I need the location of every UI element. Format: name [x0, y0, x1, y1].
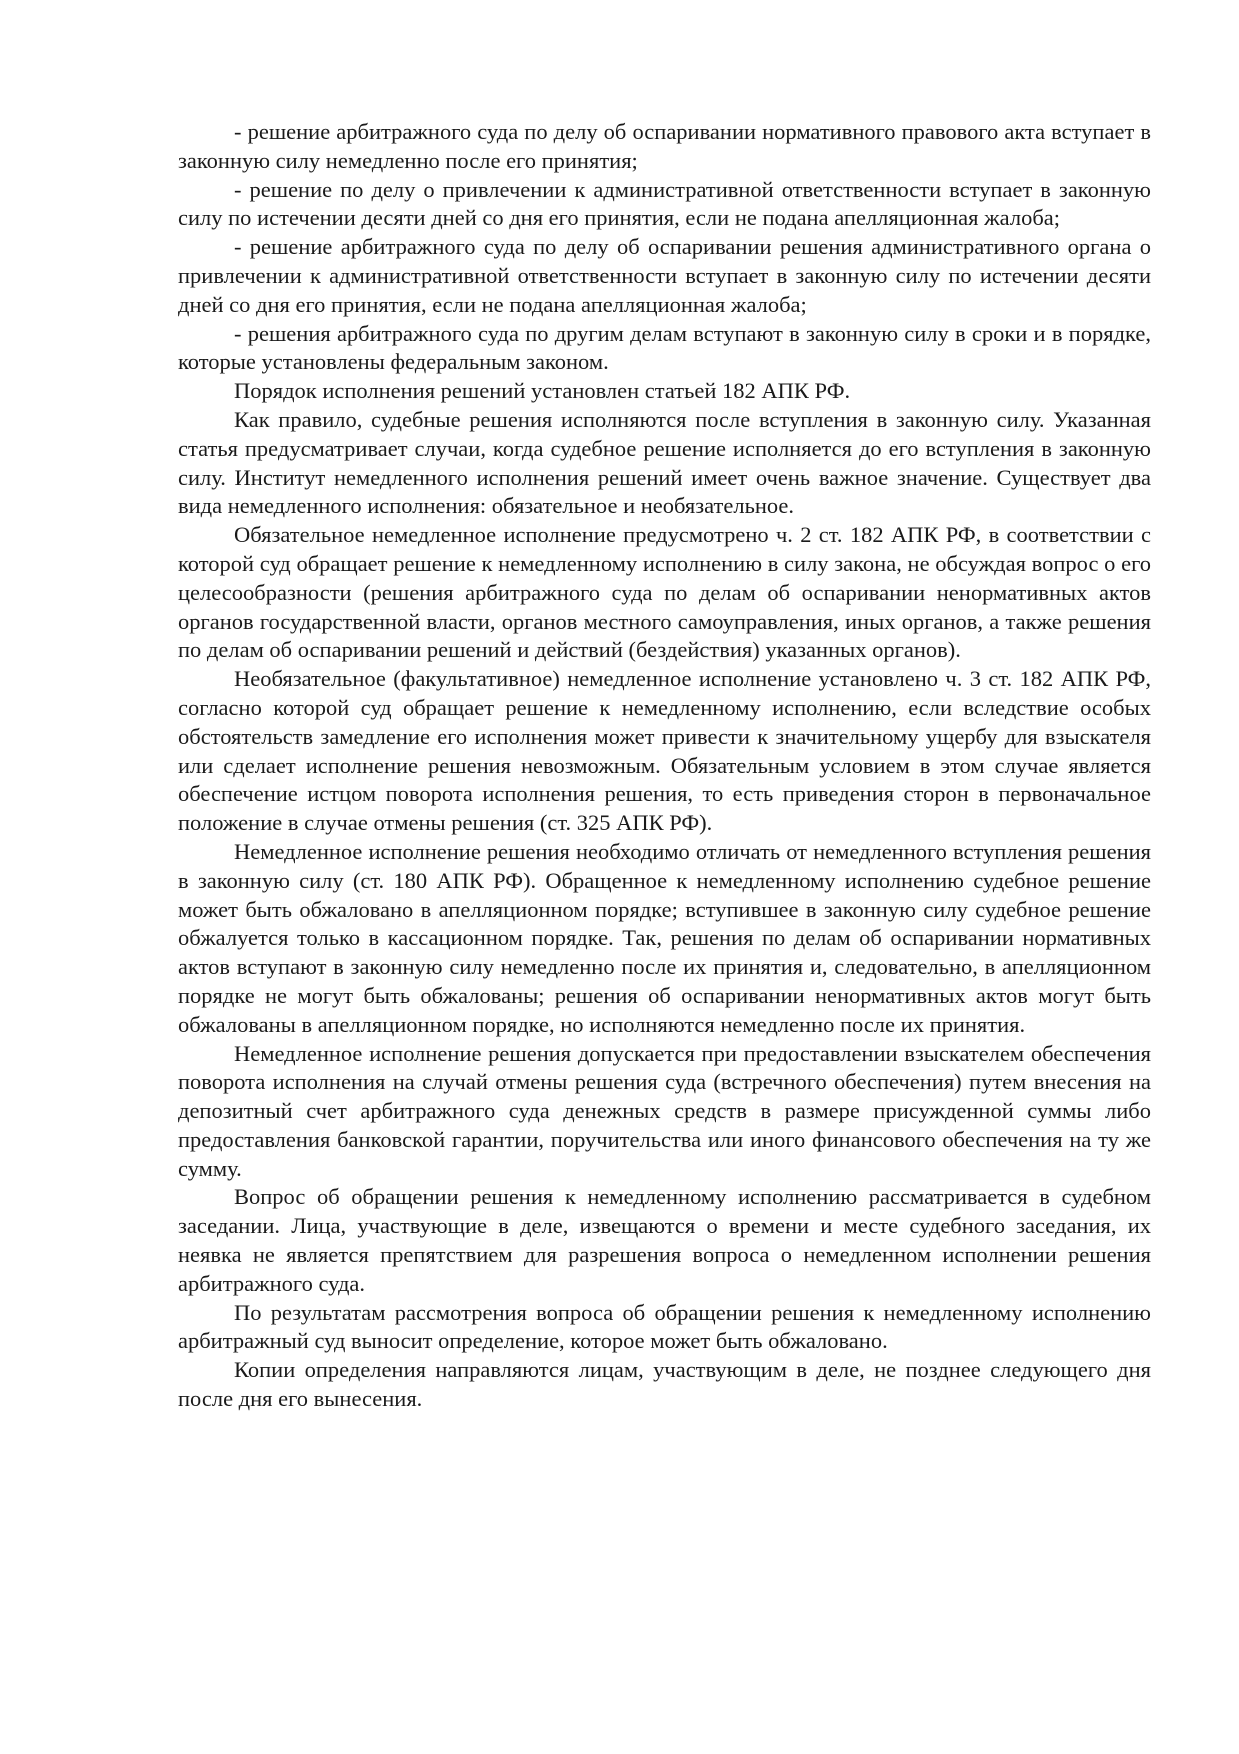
paragraph-list-item-administrative-liability: - решение по делу о привлечении к административной ответственности вступает в законную силу по истечении десяти дней со дня его принятия, если не подана апелляционная жалоба;: [178, 176, 1151, 231]
paragraph-execution-procedure: Порядок исполнения решений установлен статьей 182 АПК РФ.: [234, 378, 851, 404]
paragraph-immediate-execution-intro: Как правило, судебные решения исполняются после вступления в законную силу. Указанная статья предусматривает случаи, когда судебное решение исполняется до его вступления в законную силу. Институт немедленного исполнения решений имеет очень важное значение. Существует два вида немедленного исполнения: обязательное и необязательное.: [178, 406, 1151, 519]
paragraph-court-ruling: По результатам рассмотрения вопроса об обращении решения к немедленному исполнению арбитражный суд выносит определение, которое может быть обжаловано.: [178, 1299, 1151, 1354]
paragraph-list-item-other-cases: - решения арбитражного суда по другим делам вступают в законную силу в сроки и в порядке, которые установлены федеральным законом.: [178, 320, 1151, 375]
paragraph-list-item-normative-act: - решение арбитражного суда по делу об оспаривании нормативного правового акта вступает в законную силу немедленно после его принятия;: [178, 119, 1151, 173]
paragraph-ruling-copies: Копии определения направляются лицам, участвующим в деле, не позднее следующего дня после дня его вынесения.: [178, 1357, 1151, 1412]
paragraph-list-item-administrative-body-decision: - решение арбитражного суда по делу об оспаривании решения административного органа о привлечении к административной ответственности вступает в законную силу по истечении десяти дней со дня его принятия, если не подана апелляционная жалоба;: [178, 234, 1151, 317]
paragraph-execution-vs-entry-into-force: Немедленное исполнение решения необходимо отличать от немедленного вступления решения в законную силу (ст. 180 АПК РФ). Обращенное к немедленному исполнению судебное решение может быть обжаловано в апелляционном порядке; вступившее в законную силу судебное решение обжалуется только в кассационном порядке. Так, решения по делам об оспаривании нормативных актов вступают в законную силу немедленно после их принятия и, следовательно, в апелляционном порядке не могут быть обжалованы; решения об оспаривании ненормативных актов могут быть обжалованы в апелляционном порядке, но исполняются немедленно после их принятия.: [178, 838, 1151, 1037]
document-body: [178, 118, 1151, 1414]
paragraph-optional-immediate-execution: Необязательное (факультативное) немедленное исполнение установлено ч. 3 ст. 182 АПК РФ, согласно которой суд обращает решение к немедленному исполнению, если вследствие особых обстоятельств замедление его исполнения может привести к значительному ущербу для взыскателя или сделает исполнение решения невозможным. Обязательным условием в этом случае является обеспечение истцом поворота исполнения решения, то есть приведения сторон в первоначальное положение в случае отмены решения (ст. 325 АПК РФ).: [178, 666, 1151, 836]
paragraph-mandatory-immediate-execution: Обязательное немедленное исполнение предусмотрено ч. 2 ст. 182 АПК РФ, в соответствии с которой суд обращает решение к немедленному исполнению в силу закона, не обсуждая вопрос о его целесообразности (решения арбитражного суда по делам об оспаривании ненормативных актов органов государственной власти, органов местного самоуправления, иных органов, а также решения по делам об оспаривании решений и действий (бездействия) указанных органов).: [178, 522, 1151, 663]
paragraph-counter-security: Немедленное исполнение решения допускается при предоставлении взыскателем обеспечения поворота исполнения на случай отмены решения суда (встречного обеспечения) путем внесения на депозитный счет арбитражного суда денежных средств в размере присужденной суммы либо предоставления банковской гарантии, поручительства или иного финансового обеспечения на ту же сумму.: [178, 1040, 1151, 1181]
paragraph-court-session: Вопрос об обращении решения к немедленному исполнению рассматривается в судебном заседании. Лица, участвующие в деле, извещаются о времени и месте судебного заседания, их неявка не является препятствием для разрешения вопроса о немедленном исполнении решения арбитражного суда.: [178, 1184, 1151, 1296]
